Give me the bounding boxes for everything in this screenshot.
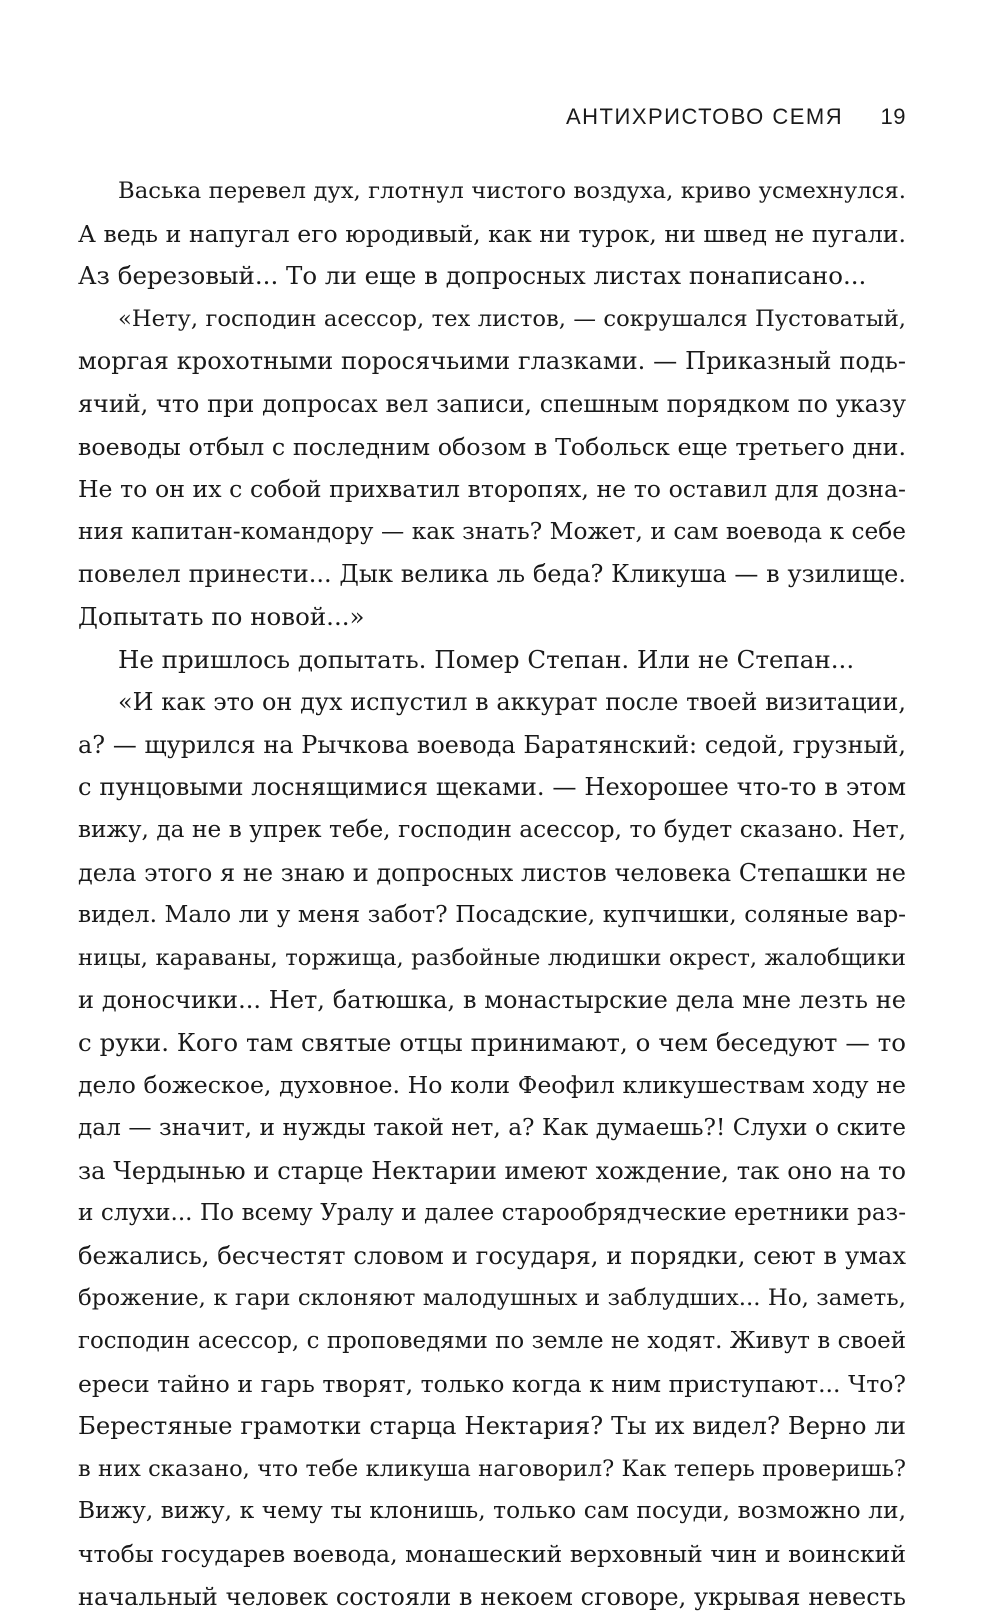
- text-line: за Чердынью и старце Нектарии имеют хождение, так оно на то: [78, 1156, 906, 1185]
- text-line: Аз березовый... То ли еще в допросных листах понаписано...: [78, 261, 867, 291]
- text-line: Васька перевел дух, глотнул чистого воздуха, криво усмехнулся.: [118, 178, 906, 204]
- text-line: Не то он их с собой прихватил второпях, не то оставил для дозна-: [78, 475, 906, 504]
- text-line: Берестяные грамотки старца Нектария? Ты их видел? Верно ли: [78, 1411, 906, 1441]
- text-line: Допытать по новой...»: [78, 601, 365, 631]
- text-line: воеводы отбыл с последним обозом в Тобольск еще третьего дни.: [78, 432, 906, 461]
- text-line: чтобы государев воевода, монашеский верховный чин и воинский: [78, 1540, 906, 1568]
- text-line: «Нету, господин асессор, тех листов, — сокрушался Пустоватый,: [118, 305, 906, 332]
- text-line: А ведь и напугал его юродивый, как ни турок, ни швед не пугали.: [78, 219, 906, 248]
- text-line: с руки. Кого там святые отцы принимают, о чем беседуют — то: [78, 1027, 906, 1057]
- text-line: ницы, караваны, торжища, разбойные людишки окрест, жалобщики: [78, 944, 906, 971]
- text-line: дал — значит, и нужды такой нет, а? Как думаешь?! Слухи о ските: [78, 1114, 906, 1142]
- text-line: повелел принести... Дык велика ль беда? Кликуша — в узилище.: [78, 560, 906, 589]
- text-line: а? — щурился на Рычкова воевода Баратянский: седой, грузный,: [78, 730, 906, 759]
- body-text: [78, 170, 906, 1618]
- text-line: в них сказано, что тебе кликуша наговорил? Как теперь проверишь?: [78, 1455, 906, 1482]
- text-line: дела этого я не знаю и допросных листов человека Степашки не: [78, 858, 906, 887]
- text-line: ереси тайно и гарь творят, только когда к ним приступают... Что?: [78, 1369, 906, 1398]
- text-line: бежались, бесчестят словом и государя, и порядки, сеют в умах: [78, 1241, 906, 1270]
- text-line: начальный человек состояли в некоем сговоре, укрывая невесть: [78, 1582, 906, 1611]
- text-line: брожение, к гари склоняют малодушных и заблудших... Но, заметь,: [78, 1285, 906, 1312]
- text-line: Не пришлось допытать. Помер Степан. Или не Степан...: [118, 644, 855, 674]
- text-line: ния капитан-командору — как знать? Может, и сам воевода к себе: [78, 517, 906, 545]
- text-line: видел. Мало ли у меня забот? Посадские, купчишки, соляные вар-: [78, 901, 906, 929]
- text-line: вижу, да не в упрек тебе, господин асессор, то будет сказано. Нет,: [78, 815, 906, 843]
- text-line: Вижу, вижу, к чему ты клонишь, только сам посуди, возможно ли,: [78, 1497, 906, 1525]
- text-line: дело божеское, духовное. Но коли Феофил кликушествам ходу не: [78, 1071, 906, 1100]
- text-line: и доносчики... Нет, батюшка, в монастырские дела мне лезть не: [78, 986, 906, 1015]
- running-title: АНТИХРИСТОВО СЕМЯ: [566, 104, 844, 129]
- text-line: ячий, что при допросах вел записи, спешным порядком по указу: [78, 389, 906, 418]
- text-line: с пунцовыми лоснящимися щеками. — Нехорошее что-то в этом: [78, 773, 906, 802]
- text-line: господин асессор, с проповедями по земле не ходят. Живут в своей: [78, 1328, 906, 1355]
- page-number: 19: [880, 104, 906, 129]
- text-line: и слухи... По всему Уралу и далее старообрядческие еретники раз-: [78, 1200, 906, 1227]
- text-line: «И как это он дух испустил в аккурат после твоей визитации,: [118, 688, 906, 717]
- running-header: [566, 104, 906, 130]
- text-line: моргая крохотными поросячьими глазками. — Приказный подь-: [78, 347, 906, 376]
